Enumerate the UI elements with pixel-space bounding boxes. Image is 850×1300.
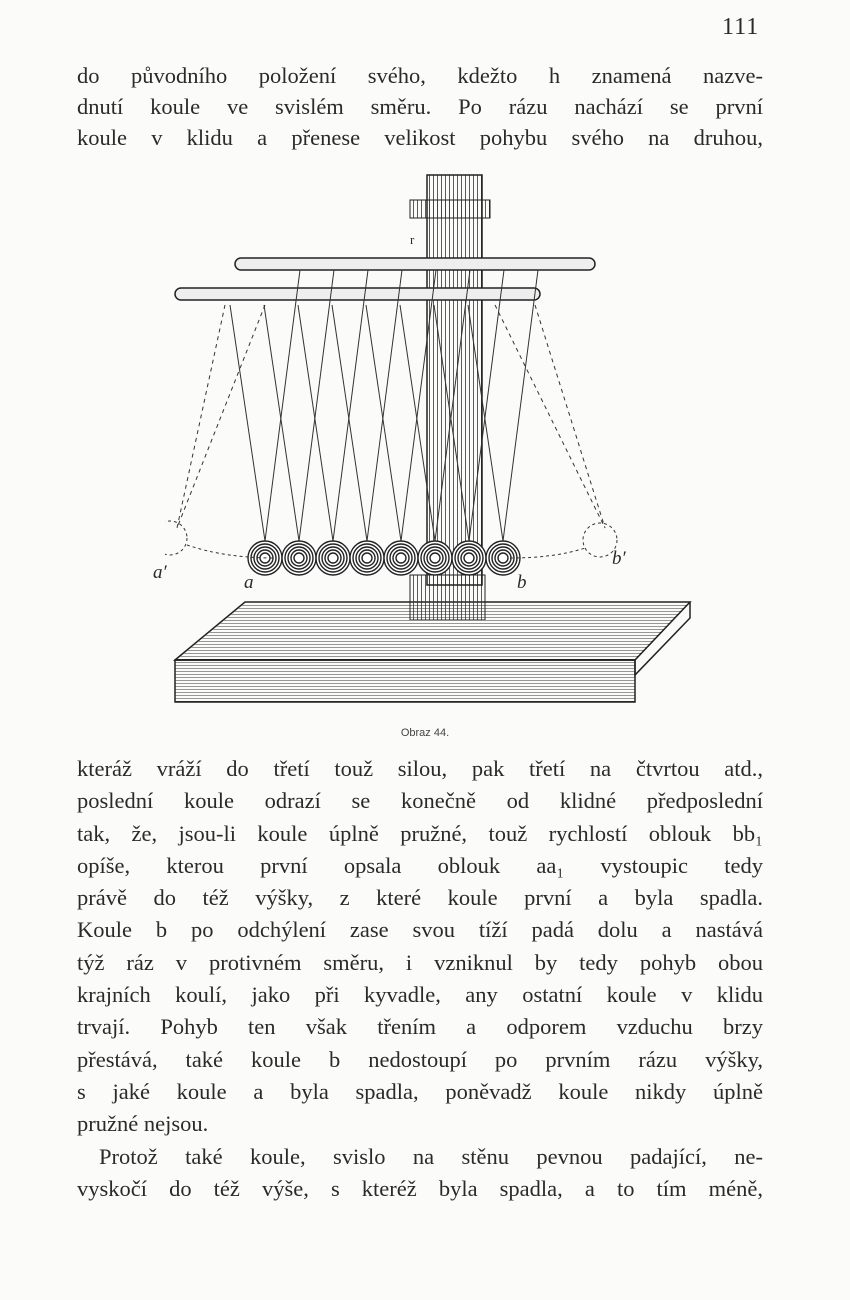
pendulum-ball [418,541,452,575]
pendulum-string [367,270,402,541]
pendulum-ball [384,541,418,575]
pendulum-ball [282,541,316,575]
text-line: poslední koule odrazí se konečně od klidné předposlední [77,788,763,814]
newtons-cradle-illustration [165,170,705,720]
text-line: přestává, také koule b nedostoupí po prvním rázu výšky, [77,1046,763,1072]
text-line: do původního položení svého, kdežto h znamená nazve- [77,63,763,88]
figure-caption: Obraz 44. [400,727,450,739]
rail-front [175,288,540,300]
text-line: týž ráz v protivném směru, i vzniknul by tedy pohyb obou [77,949,763,975]
pendulum-ball [486,541,520,575]
text-line: Koule b po odchýlení zase svou tíží padá dolu a nastává [77,917,763,943]
label-r: r [410,232,415,247]
pendulum-string [333,270,368,541]
pendulum-ball [452,541,486,575]
pendulum-string [299,270,334,541]
text-line: kteráž vráží do třetí touž silou, pak třetí na čtvrtou atd., [77,756,763,781]
text-line: opíše, kterou první opsala oblouk aa₁ vystoupic tedy [77,852,763,878]
text-line: Protož také koule, svislo na stěnu pevnou padající, ne- [99,1143,763,1169]
text-line: s jaké koule a byla spadla, poněvadž koule nikdy úplně [77,1078,763,1104]
pendulum-string [230,305,265,541]
text-line: vyskočí do též výše, s kteréž byla spadla, a to tím méně, [77,1175,763,1201]
text-line: dnutí koule ve svislém směru. Po rázu nachází se první [77,94,763,120]
text-line: tak, že, jsou-li koule úplně pružné, touž rychlostí oblouk bb₁ [77,820,763,846]
label-a: a [244,572,254,593]
label-a-prime: a′ [153,562,167,583]
page-number: 111 [722,14,760,40]
text-line: pružné nejsou. [77,1111,209,1137]
label-b: b [517,572,527,593]
text-line: trvají. Pohyb ten však třením a odporem vzduchu brzy [77,1014,763,1040]
pendulum-string [265,270,300,541]
bottom-text [77,753,763,1205]
label-b-prime: b′ [612,548,626,569]
top-paragraph [77,60,763,154]
text-line: krajních koulí, jako při kyvadle, any ostatní koule v klidu [77,982,763,1008]
pendulum-ball [316,541,350,575]
base-front [175,660,635,702]
text-line: koule v klidu a přenese velikost pohybu svého na druhou, [77,125,763,151]
pendulum-string [503,270,538,541]
column [427,175,482,585]
figure-newtons-cradle [153,170,705,725]
pendulum-ball [350,541,384,575]
rail-back [235,258,595,270]
text-line: právě do též výšky, z které koule první a byla spadla. [77,885,763,911]
